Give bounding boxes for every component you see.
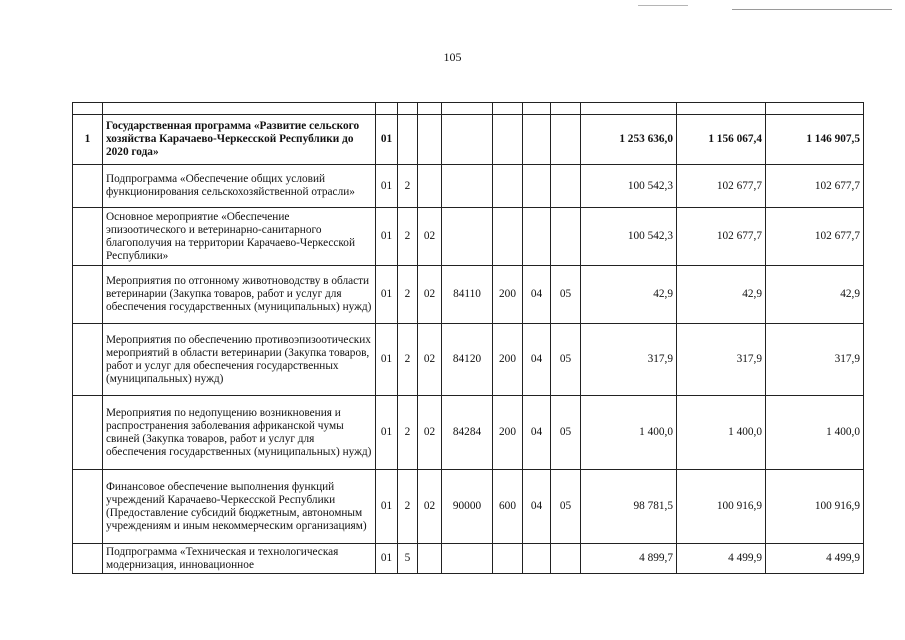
code-subsection [551, 544, 581, 574]
code-subprogram: 2 [398, 208, 418, 266]
page-number: 105 [443, 50, 462, 64]
row-number [73, 266, 103, 324]
code-direction: 84120 [442, 324, 493, 396]
code-main-event [418, 544, 442, 574]
code-section: 04 [523, 470, 551, 544]
table-row [73, 324, 864, 396]
amount-year-2: 102 677,7 [677, 165, 766, 208]
code-subsection: 05 [551, 324, 581, 396]
code-subsection [551, 165, 581, 208]
code-main-event [418, 115, 442, 165]
code-expense-type: 200 [493, 266, 523, 324]
code-main-event [418, 165, 442, 208]
amount-year-1: 98 781,5 [581, 470, 677, 544]
code-expense-type [493, 544, 523, 574]
row-number: 1 [73, 115, 103, 165]
amount-year-3: 42,9 [766, 266, 864, 324]
code-program: 01 [376, 266, 398, 324]
code-section [523, 165, 551, 208]
header-cell [418, 103, 442, 115]
item-name: Подпрограмма «Обеспечение общих условий функционирования сельскохозяйственной отрасли» [103, 165, 376, 208]
amount-year-3: 1 146 907,5 [766, 115, 864, 165]
row-number [73, 165, 103, 208]
header-cell [376, 103, 398, 115]
budget-table [72, 102, 864, 574]
code-expense-type [493, 115, 523, 165]
row-number [73, 470, 103, 544]
code-expense-type: 600 [493, 470, 523, 544]
table-header-row [73, 103, 864, 115]
amount-year-2: 1 156 067,4 [677, 115, 766, 165]
code-program: 01 [376, 324, 398, 396]
table-row [73, 396, 864, 470]
amount-year-1: 100 542,3 [581, 165, 677, 208]
code-section [523, 115, 551, 165]
code-program: 01 [376, 115, 398, 165]
header-cell [766, 103, 864, 115]
table-row [73, 208, 864, 266]
amount-year-3: 100 916,9 [766, 470, 864, 544]
code-subprogram: 2 [398, 324, 418, 396]
amount-year-2: 317,9 [677, 324, 766, 396]
header-cell [493, 103, 523, 115]
code-section: 04 [523, 324, 551, 396]
code-subprogram: 5 [398, 544, 418, 574]
code-direction [442, 115, 493, 165]
amount-year-2: 4 499,9 [677, 544, 766, 574]
item-name: Мероприятия по обеспечению противоэпизоотических мероприятий в области ветеринарии (Закупка товаров, работ и услуг для обеспечения государственных (муниципальных) нужд) [103, 324, 376, 396]
code-subsection: 05 [551, 396, 581, 470]
code-direction [442, 208, 493, 266]
code-expense-type: 200 [493, 396, 523, 470]
code-subprogram [398, 115, 418, 165]
amount-year-2: 1 400,0 [677, 396, 766, 470]
table-row [73, 165, 864, 208]
item-name: Подпрограмма «Техническая и технологическая модернизация, инновационное [103, 544, 376, 574]
code-direction: 84110 [442, 266, 493, 324]
header-cell [581, 103, 677, 115]
scan-mark-line [732, 9, 892, 10]
code-main-event: 02 [418, 324, 442, 396]
code-section: 04 [523, 266, 551, 324]
table-row [73, 115, 864, 165]
header-cell [103, 103, 376, 115]
amount-year-2: 102 677,7 [677, 208, 766, 266]
code-section: 04 [523, 396, 551, 470]
code-direction: 84284 [442, 396, 493, 470]
table-row [73, 266, 864, 324]
code-program: 01 [376, 165, 398, 208]
row-number [73, 324, 103, 396]
item-name: Государственная программа «Развитие сельского хозяйства Карачаево-Черкесской Республики до 2020 года» [103, 115, 376, 165]
amount-year-1: 1 253 636,0 [581, 115, 677, 165]
code-program: 01 [376, 208, 398, 266]
code-subprogram: 2 [398, 470, 418, 544]
code-section [523, 544, 551, 574]
item-name: Мероприятия по недопущению возникновения и распространения заболевания африканской чумы свиней (Закупка товаров, работ и услуг для обеспечения государственных (муниципальных) нужд) [103, 396, 376, 470]
code-subsection: 05 [551, 470, 581, 544]
code-subsection [551, 208, 581, 266]
amount-year-1: 1 400,0 [581, 396, 677, 470]
amount-year-3: 102 677,7 [766, 165, 864, 208]
amount-year-1: 4 899,7 [581, 544, 677, 574]
amount-year-1: 100 542,3 [581, 208, 677, 266]
code-program: 01 [376, 544, 398, 574]
header-cell [551, 103, 581, 115]
code-section [523, 208, 551, 266]
code-subsection: 05 [551, 266, 581, 324]
code-direction: 90000 [442, 470, 493, 544]
table-row [73, 470, 864, 544]
code-main-event: 02 [418, 208, 442, 266]
code-subsection [551, 115, 581, 165]
item-name: Мероприятия по отгонному животноводству в области ветеринарии (Закупка товаров, работ и услуг для обеспечения государственных (муниципальных) нужд) [103, 266, 376, 324]
amount-year-3: 1 400,0 [766, 396, 864, 470]
code-expense-type [493, 165, 523, 208]
code-direction [442, 165, 493, 208]
code-expense-type: 200 [493, 324, 523, 396]
scan-mark-line [638, 5, 688, 6]
row-number [73, 396, 103, 470]
code-subprogram: 2 [398, 266, 418, 324]
amount-year-3: 102 677,7 [766, 208, 864, 266]
amount-year-1: 42,9 [581, 266, 677, 324]
row-number [73, 208, 103, 266]
code-direction [442, 544, 493, 574]
code-expense-type [493, 208, 523, 266]
item-name: Финансовое обеспечение выполнения функций учреждений Карачаево-Черкесской Республики (Предоставление субсидий бюджетным, автономным учреждениям и иным некоммерческим организациям) [103, 470, 376, 544]
amount-year-1: 317,9 [581, 324, 677, 396]
code-main-event: 02 [418, 396, 442, 470]
header-cell [523, 103, 551, 115]
item-name: Основное мероприятие «Обеспечение эпизоотического и ветеринарно-санитарного благополучия на территории Карачаево-Черкесской Республики» [103, 208, 376, 266]
amount-year-3: 4 499,9 [766, 544, 864, 574]
amount-year-2: 100 916,9 [677, 470, 766, 544]
amount-year-3: 317,9 [766, 324, 864, 396]
code-main-event: 02 [418, 266, 442, 324]
table-row [73, 544, 864, 574]
row-number [73, 544, 103, 574]
header-cell [442, 103, 493, 115]
code-program: 01 [376, 470, 398, 544]
header-cell [73, 103, 103, 115]
header-cell [677, 103, 766, 115]
code-subprogram: 2 [398, 396, 418, 470]
code-program: 01 [376, 396, 398, 470]
header-cell [398, 103, 418, 115]
amount-year-2: 42,9 [677, 266, 766, 324]
code-main-event: 02 [418, 470, 442, 544]
code-subprogram: 2 [398, 165, 418, 208]
